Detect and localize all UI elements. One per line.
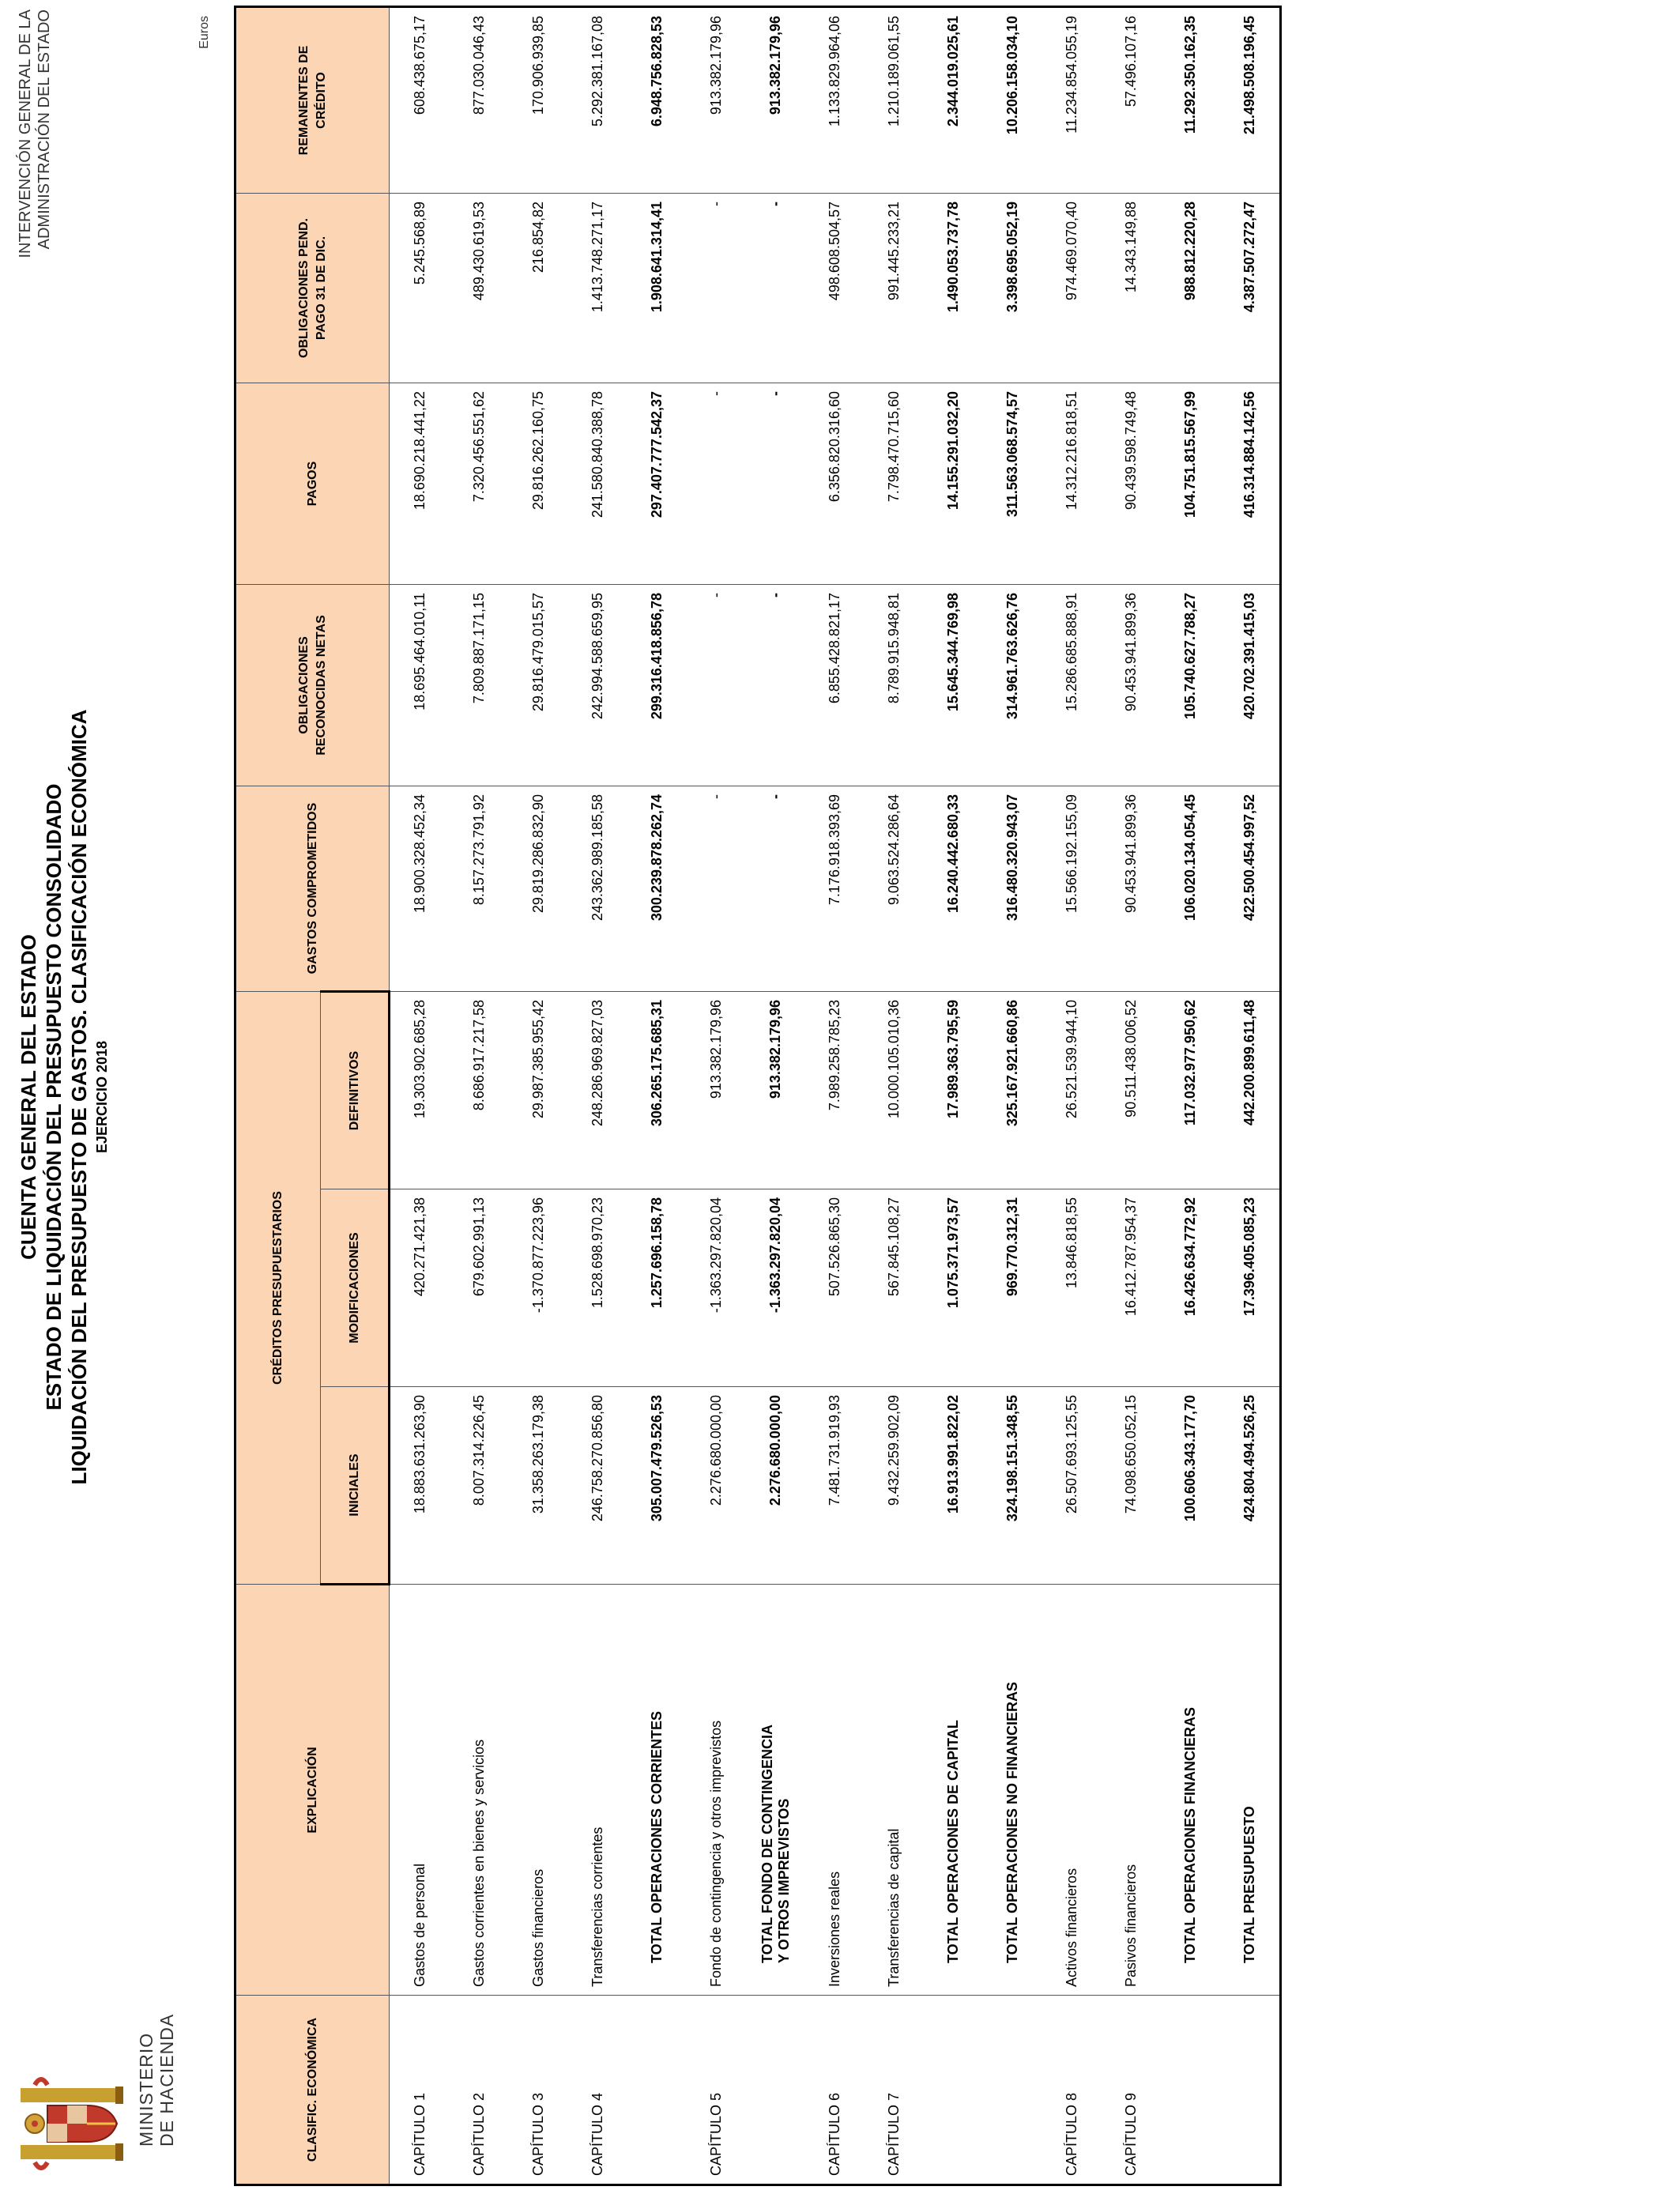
cell-value: 325.167.921.660,86 xyxy=(983,992,1042,1189)
ministry-name xyxy=(136,2014,177,2147)
cell-value: 9.432.259.902,09 xyxy=(864,1387,924,1585)
cell-value: 90.511.438.006,52 xyxy=(1102,992,1161,1189)
cell-value: 17.989.363.795,59 xyxy=(924,992,983,1189)
cell-clasif: CAPÍTULO 9 xyxy=(1102,1996,1161,2185)
cell-value: 241.580.840.388,78 xyxy=(568,383,627,585)
cell-clasif xyxy=(924,1996,983,2185)
cell-value: 170.906.939,85 xyxy=(509,7,568,194)
cell-value: 7.176.918.393,69 xyxy=(805,786,864,992)
cell-value: -1.363.297.820,04 xyxy=(687,1189,746,1387)
cell-value: 14.343.149,88 xyxy=(1102,194,1161,383)
cell-value: - xyxy=(746,585,805,786)
cell-value: 16.913.991.822,02 xyxy=(924,1387,983,1585)
cell-value: 18.695.464.010,11 xyxy=(390,585,450,786)
cell-value: - xyxy=(687,194,746,383)
cell-explicacion xyxy=(746,1585,805,1996)
cell-value: 567.845.108,27 xyxy=(864,1189,924,1387)
table-row xyxy=(390,7,450,2185)
cell-value: 913.382.179,96 xyxy=(746,7,805,194)
cell-explicacion: TOTAL PRESUPUESTO xyxy=(1220,1585,1281,1996)
cell-value: 8.789.915.948,81 xyxy=(864,585,924,786)
cell-value: 913.382.179,96 xyxy=(687,7,746,194)
cell-value: 90.453.941.899,36 xyxy=(1102,786,1161,992)
cell-explicacion: Activos financieros xyxy=(1042,1585,1102,1996)
cell-value: 991.445.233,21 xyxy=(864,194,924,383)
col-header-definitivos: DEFINITIVOS xyxy=(321,992,390,1189)
cell-value: 1.413.748.271,17 xyxy=(568,194,627,383)
cell-value: 29.816.479.015,57 xyxy=(509,585,568,786)
cell-clasif: CAPÍTULO 4 xyxy=(568,1996,627,2185)
table-row xyxy=(687,7,746,2185)
cell-value: 7.809.887.171,15 xyxy=(450,585,509,786)
cell-value: 7.798.470.715,60 xyxy=(864,383,924,585)
cell-value: 16.412.787.954,37 xyxy=(1102,1189,1161,1387)
table-row xyxy=(568,7,627,2185)
ministry-line: MINISTERIO xyxy=(136,2032,156,2147)
cell-value: 299.316.418.856,78 xyxy=(627,585,687,786)
cell-value: 1.257.696.158,78 xyxy=(627,1189,687,1387)
cell-value: 988.812.220,28 xyxy=(1161,194,1220,383)
cell-value: 21.498.508.196,45 xyxy=(1220,7,1281,194)
cell-explicacion: TOTAL OPERACIONES CORRIENTES xyxy=(627,1585,687,1996)
cell-value: 9.063.524.286,64 xyxy=(864,786,924,992)
cell-clasif: CAPÍTULO 8 xyxy=(1042,1996,1102,2185)
cell-value: 974.469.070,40 xyxy=(1042,194,1102,383)
cell-value: 6.948.756.828,53 xyxy=(627,7,687,194)
cell-clasif xyxy=(627,1996,687,2185)
cell-value: 314.961.763.626,76 xyxy=(983,585,1042,786)
cell-value: 26.507.693.125,55 xyxy=(1042,1387,1102,1585)
coat-of-arms-icon xyxy=(16,2064,134,2183)
cell-clasif xyxy=(746,1996,805,2185)
cell-explicacion: Transferencias de capital xyxy=(864,1585,924,1996)
cell-value: 1.210.189.061,55 xyxy=(864,7,924,194)
cell-value: 679.602.991,13 xyxy=(450,1189,509,1387)
col-header-clasif: CLASIFIC. ECONÓMICA xyxy=(235,1996,390,2185)
cell-value: 306.265.175.685,31 xyxy=(627,992,687,1189)
cell-value: 18.883.631.263,90 xyxy=(390,1387,450,1585)
cell-value: 90.453.941.899,36 xyxy=(1102,585,1161,786)
table-row xyxy=(1161,7,1220,2185)
cell-value: - xyxy=(687,585,746,786)
cell-explicacion: TOTAL OPERACIONES NO FINANCIERAS xyxy=(983,1585,1042,1996)
cell-clasif xyxy=(1161,1996,1220,2185)
cell-explicacion: Inversiones reales xyxy=(805,1585,864,1996)
title-estado: ESTADO DE LIQUIDACIÓN DEL PRESUPUESTO CONSOLIDADO xyxy=(42,783,66,1411)
cell-value: 3.398.695.052,19 xyxy=(983,194,1042,383)
cell-value: - xyxy=(746,383,805,585)
col-header-obligaciones: OBLIGACIONES RECONOCIDAS NETAS xyxy=(235,585,390,786)
cell-value: 13.846.818,55 xyxy=(1042,1189,1102,1387)
table-row xyxy=(924,7,983,2185)
cell-value: 1.075.371.973,57 xyxy=(924,1189,983,1387)
cell-value: - xyxy=(687,786,746,992)
cell-value: 7.481.731.919,93 xyxy=(805,1387,864,1585)
cell-value: 15.566.192.155,09 xyxy=(1042,786,1102,992)
table-row xyxy=(864,7,924,2185)
cell-value: 6.855.428.821,17 xyxy=(805,585,864,786)
col-header-pagos: PAGOS xyxy=(235,383,390,585)
col-header-iniciales: INICIALES xyxy=(321,1387,390,1585)
cell-value: 29.819.286.832,90 xyxy=(509,786,568,992)
cell-clasif: CAPÍTULO 5 xyxy=(687,1996,746,2185)
col-header-comprometidos: GASTOS COMPROMETIDOS xyxy=(235,786,390,992)
cell-value: 969.770.312,31 xyxy=(983,1189,1042,1387)
cell-value: 420.271.421,38 xyxy=(390,1189,450,1387)
table-row xyxy=(983,7,1042,2185)
cell-value: 8.686.917.217,58 xyxy=(450,992,509,1189)
cell-explicacion: Transferencias corrientes xyxy=(568,1585,627,1996)
cell-value: 57.496.107,16 xyxy=(1102,7,1161,194)
cell-value: 117.032.977.950,62 xyxy=(1161,992,1220,1189)
cell-value: 1.490.053.737,78 xyxy=(924,194,983,383)
cell-value: 913.382.179,96 xyxy=(746,992,805,1189)
cell-value: 4.387.507.272,47 xyxy=(1220,194,1281,383)
cell-value: 31.358.263.179,38 xyxy=(509,1387,568,1585)
cell-value: 2.344.019.025,61 xyxy=(924,7,983,194)
cell-value: 74.098.650.052,15 xyxy=(1102,1387,1161,1585)
cell-explicacion: Pasivos financieros xyxy=(1102,1585,1161,1996)
title-ejercicio: EJERCICIO 2018 xyxy=(94,1040,110,1154)
cell-explicacion: Gastos corrientes en bienes y servicios xyxy=(450,1585,509,1996)
cell-value: 14.312.216.818,51 xyxy=(1042,383,1102,585)
table-row xyxy=(1102,7,1161,2185)
cell-value: 18.900.328.452,34 xyxy=(390,786,450,992)
cell-value: 100.606.343.177,70 xyxy=(1161,1387,1220,1585)
cell-value: 26.521.539.944,10 xyxy=(1042,992,1102,1189)
col-header-explicacion: EXPLICACIÓN xyxy=(235,1585,390,1996)
cell-value: 11.292.350.162,35 xyxy=(1161,7,1220,194)
report-titles xyxy=(16,474,112,1720)
col-header-pendientes: OBLIGACIONES PEND. PAGO 31 DE DIC. xyxy=(235,194,390,383)
cell-value: 17.396.405.085,23 xyxy=(1220,1189,1281,1387)
cell-value: 16.240.442.680,33 xyxy=(924,786,983,992)
cell-value: 316.480.320.943,07 xyxy=(983,786,1042,992)
cell-value: 29.816.262.160,75 xyxy=(509,383,568,585)
cell-value: -1.370.877.223,96 xyxy=(509,1189,568,1387)
cell-value: 6.356.820.316,60 xyxy=(805,383,864,585)
cell-explicacion: Gastos financieros xyxy=(509,1585,568,1996)
cell-value: 18.690.218.441,22 xyxy=(390,383,450,585)
table-body xyxy=(390,7,1281,2185)
cell-value: 1.528.698.970,23 xyxy=(568,1189,627,1387)
cell-value: 105.740.627.788,27 xyxy=(1161,585,1220,786)
cell-value: 216.854,82 xyxy=(509,194,568,383)
col-header-modificaciones: MODIFICACIONES xyxy=(321,1189,390,1387)
cell-value: 498.608.504,57 xyxy=(805,194,864,383)
cell-value: 10.206.158.034,10 xyxy=(983,7,1042,194)
cell-value: 5.245.568,89 xyxy=(390,194,450,383)
cell-value: 305.007.479.526,53 xyxy=(627,1387,687,1585)
cell-explicacion: Fondo de contingencia y otros imprevistos xyxy=(687,1585,746,1996)
cell-value: - xyxy=(687,383,746,585)
cell-value: 16.426.634.772,92 xyxy=(1161,1189,1220,1387)
cell-value: 608.438.675,17 xyxy=(390,7,450,194)
cell-value: 297.407.777.542,37 xyxy=(627,383,687,585)
cell-value: 29.987.385.955,42 xyxy=(509,992,568,1189)
agency-line: INTERVENCIÓN GENERAL DE LA xyxy=(17,9,34,258)
cell-clasif: CAPÍTULO 2 xyxy=(450,1996,509,2185)
cell-clasif xyxy=(983,1996,1042,2185)
cell-value: 242.994.588.659,95 xyxy=(568,585,627,786)
cell-explicacion: Gastos de personal xyxy=(390,1585,450,1996)
cell-value: 7.320.456.551,62 xyxy=(450,383,509,585)
cell-explicacion: TOTAL OPERACIONES FINANCIERAS xyxy=(1161,1585,1220,1996)
cell-value: 15.645.344.769,98 xyxy=(924,585,983,786)
cell-value: 422.500.454.997,52 xyxy=(1220,786,1281,992)
ministry-line: DE HACIENDA xyxy=(156,2013,177,2147)
cell-value: 507.526.865,30 xyxy=(805,1189,864,1387)
agency-name xyxy=(16,9,54,258)
cell-value: - xyxy=(746,194,805,383)
cell-value: 420.702.391.415,03 xyxy=(1220,585,1281,786)
agency-line: ADMINISTRACIÓN DEL ESTADO xyxy=(36,9,53,250)
cell-value: 8.007.314.226,45 xyxy=(450,1387,509,1585)
cell-value: 2.276.680.000,00 xyxy=(687,1387,746,1585)
cell-value: 913.382.179,96 xyxy=(687,992,746,1189)
table-row xyxy=(746,7,805,2185)
cell-value: 311.563.068.574,57 xyxy=(983,383,1042,585)
cell-value: 10.000.105.010,36 xyxy=(864,992,924,1189)
cell-value: 5.292.381.167,08 xyxy=(568,7,627,194)
cell-value: 15.286.685.888,91 xyxy=(1042,585,1102,786)
cell-clasif xyxy=(1220,1996,1281,2185)
cell-clasif: CAPÍTULO 6 xyxy=(805,1996,864,2185)
table-row xyxy=(805,7,864,2185)
table-row xyxy=(450,7,509,2185)
cell-value: 8.157.273.791,92 xyxy=(450,786,509,992)
cell-value: 424.804.494.526,25 xyxy=(1220,1387,1281,1585)
cell-value: 2.276.680.000,00 xyxy=(746,1387,805,1585)
cell-clasif: CAPÍTULO 1 xyxy=(390,1996,450,2185)
currency-unit: Euros xyxy=(198,16,211,49)
cell-clasif: CAPÍTULO 3 xyxy=(509,1996,568,2185)
cell-value: - xyxy=(746,786,805,992)
cell-clasif: CAPÍTULO 7 xyxy=(864,1996,924,2185)
table-row xyxy=(627,7,687,2185)
title-liquidacion: LIQUIDACIÓN DEL PRESUPUESTO DE GASTOS. CLASIFICACIÓN ECONÓMICA xyxy=(67,709,91,1485)
cell-value: 106.020.134.054,45 xyxy=(1161,786,1220,992)
cell-value: 442.200.899.611,48 xyxy=(1220,992,1281,1189)
table-row xyxy=(1042,7,1102,2185)
budget-table xyxy=(234,6,1282,2186)
cell-value: 14.155.291.032,20 xyxy=(924,383,983,585)
cell-value: 300.239.878.262,74 xyxy=(627,786,687,992)
cell-value: 90.439.598.749,48 xyxy=(1102,383,1161,585)
col-header-remanentes: REMANENTES DE CRÉDITO xyxy=(235,7,390,194)
cell-value: 1.908.641.314,41 xyxy=(627,194,687,383)
title-cuenta: CUENTA GENERAL DEL ESTADO xyxy=(17,934,40,1260)
cell-value: -1.363.297.820,04 xyxy=(746,1189,805,1387)
col-header-creditos: CRÉDITOS PRESUPUESTARIOS xyxy=(235,992,321,1585)
cell-value: 104.751.815.567,99 xyxy=(1161,383,1220,585)
cell-value: 416.314.884.142,56 xyxy=(1220,383,1281,585)
cell-explicacion: TOTAL OPERACIONES DE CAPITAL xyxy=(924,1585,983,1996)
cell-explicacion-line: TOTAL FONDO DE CONTINGENCIA xyxy=(759,1724,775,1963)
cell-explicacion-line: Y OTROS IMPREVISTOS xyxy=(775,1798,792,1963)
cell-value: 243.362.989.185,58 xyxy=(568,786,627,992)
cell-value: 324.198.151.348,55 xyxy=(983,1387,1042,1585)
cell-value: 246.758.270.856,80 xyxy=(568,1387,627,1585)
table-row xyxy=(1220,7,1281,2185)
cell-value: 1.133.829.964,06 xyxy=(805,7,864,194)
table-row xyxy=(509,7,568,2185)
cell-value: 19.303.902.685,28 xyxy=(390,992,450,1189)
cell-value: 877.030.046,43 xyxy=(450,7,509,194)
cell-value: 248.286.969.827,03 xyxy=(568,992,627,1189)
cell-value: 489.430.619,53 xyxy=(450,194,509,383)
cell-value: 7.989.258.785,23 xyxy=(805,992,864,1189)
cell-value: 11.234.854.055,19 xyxy=(1042,7,1102,194)
